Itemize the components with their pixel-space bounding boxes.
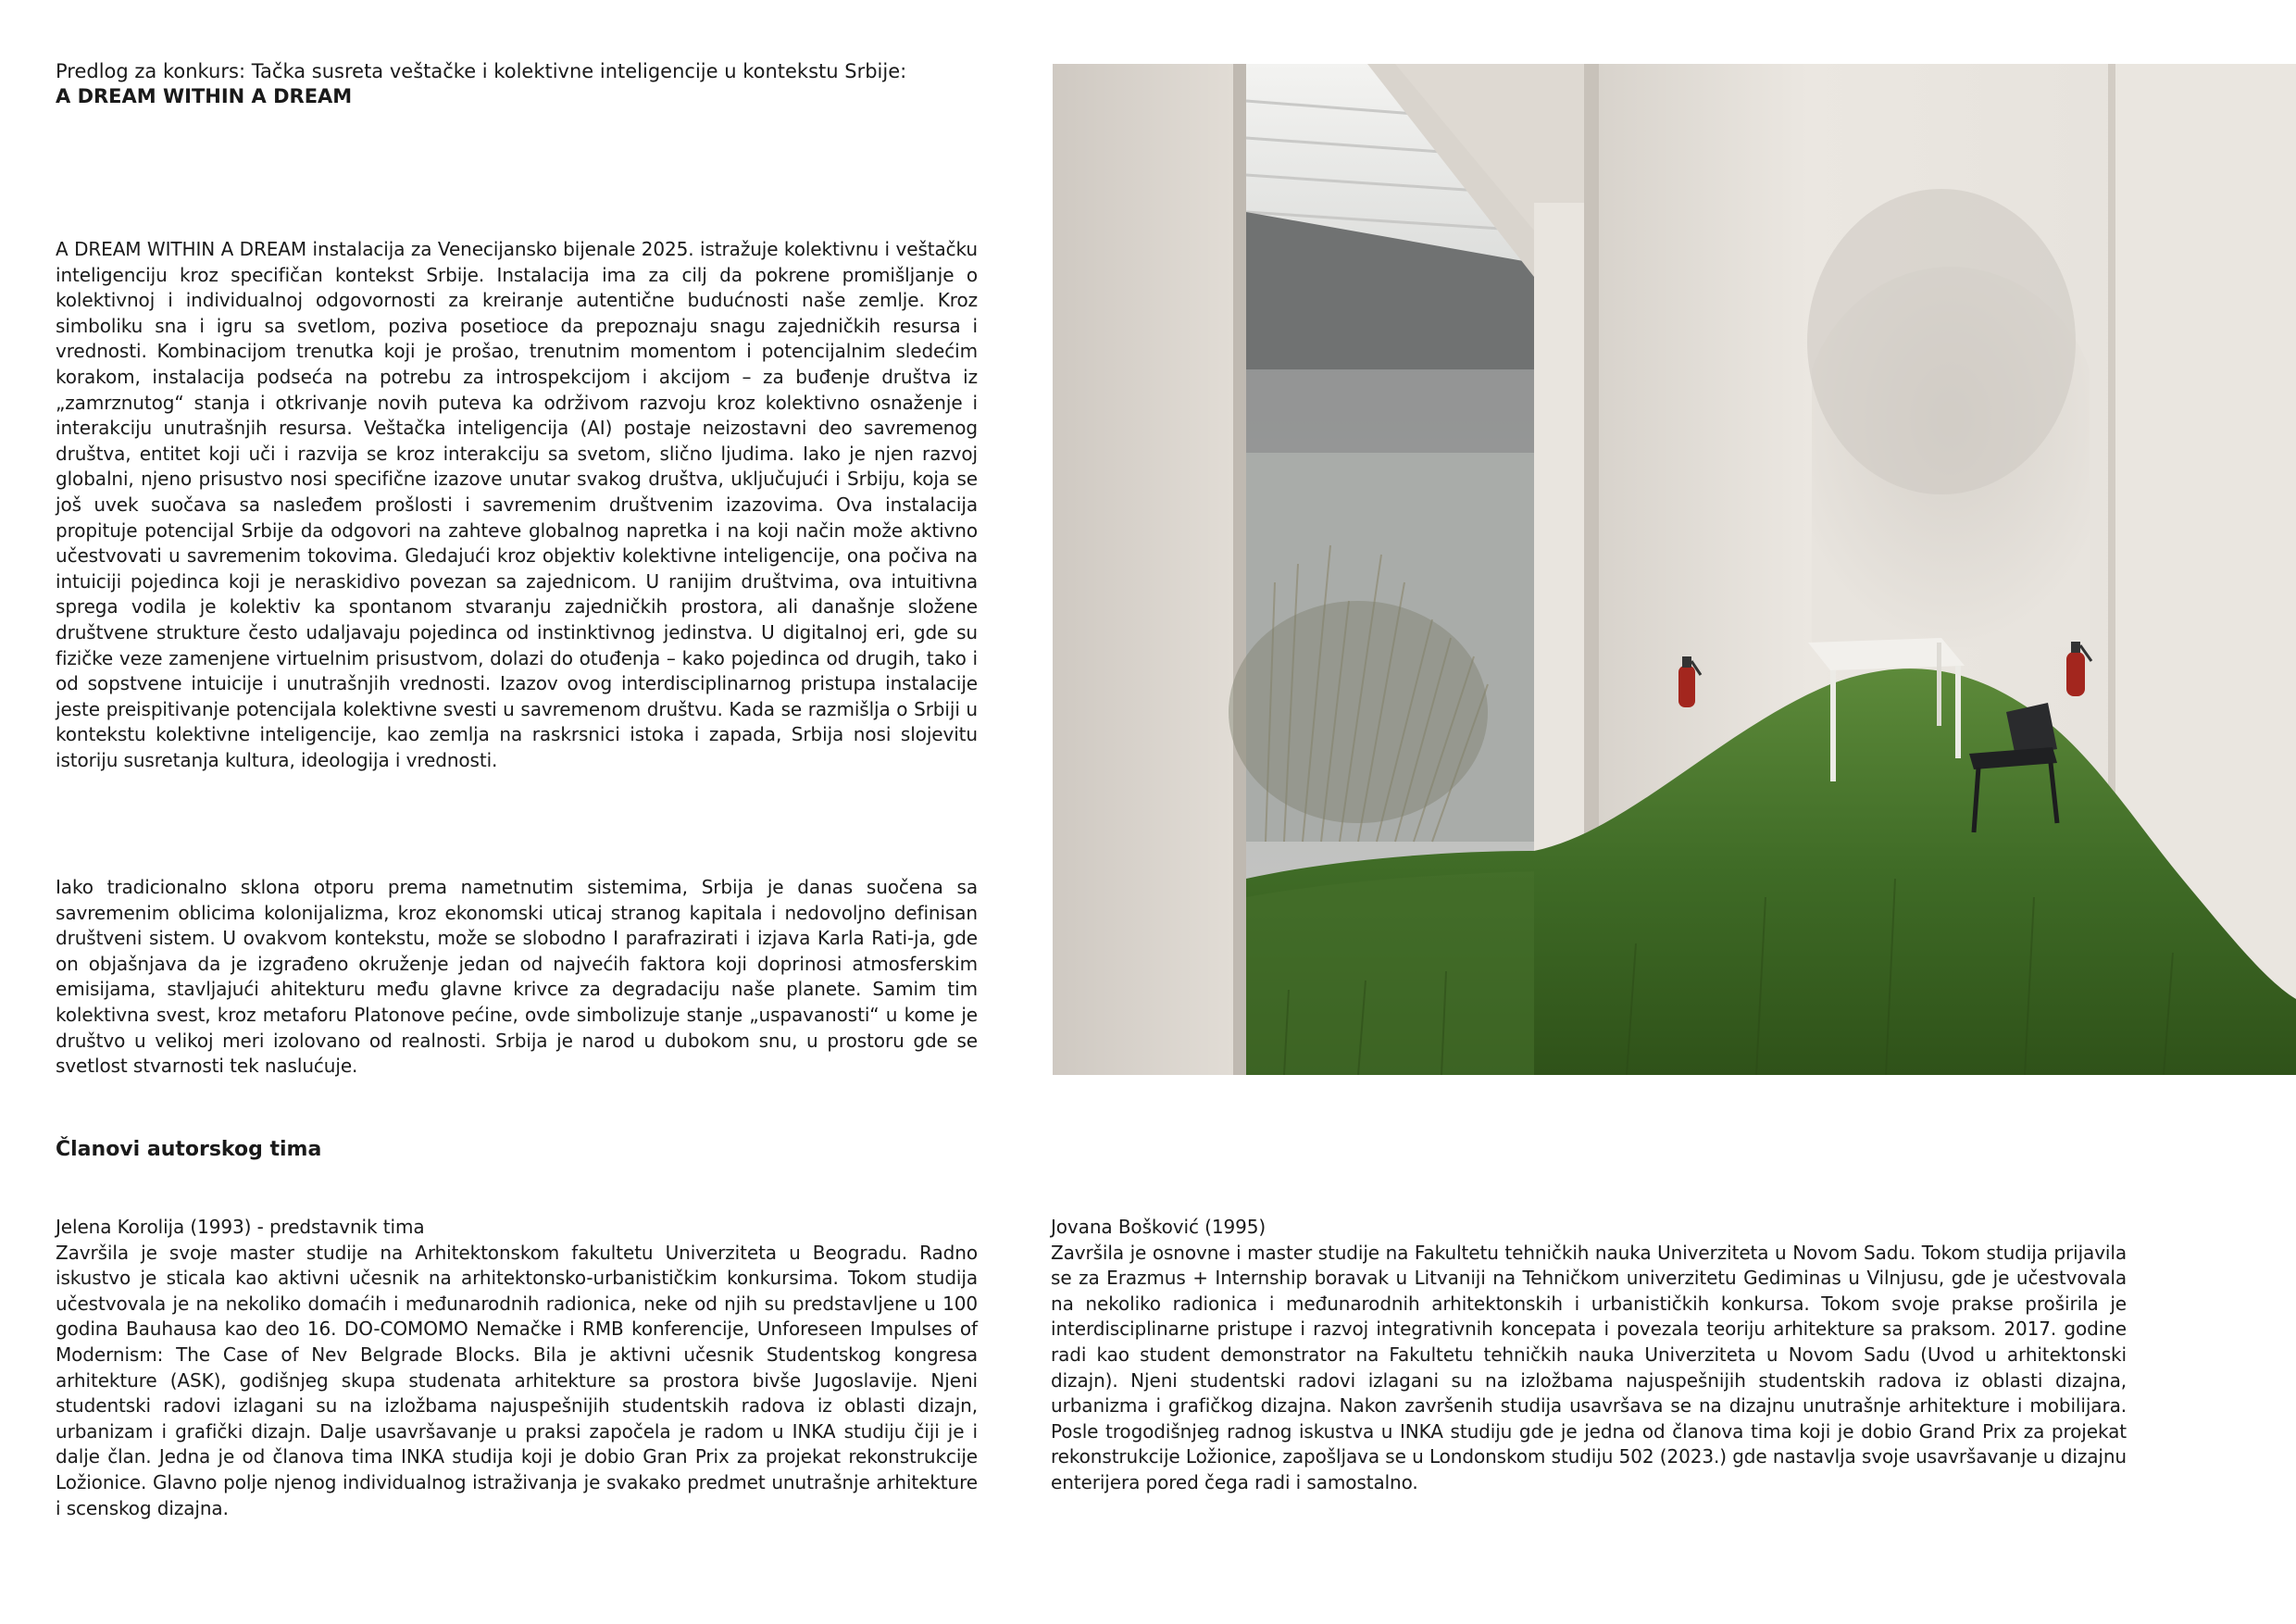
proposal-title: A DREAM WITHIN A DREAM: [56, 85, 353, 107]
installation-render-svg: [1053, 64, 2296, 1075]
intro-lead: A DREAM WITHIN A DREAM: [56, 238, 307, 260]
installation-render: [1053, 64, 2296, 1075]
team-member: [56, 1215, 978, 1521]
team-member: [1051, 1215, 2127, 1496]
member-name: Jovana Bošković (1995): [1051, 1216, 1267, 1238]
intro-paragraph-2: Iako tradicionalno sklona otporu prema nametnutim sistemima, Srbija je danas suočena sa savremenim oblicima kolonijalizma, kroz ekonomski uticaj stranog kapitala i nedovoljno definisan društveni sistem. U ovakvom kontekstu, može se slobodno I parafrazirati i izjava Karla Rati-ja, gde on objašnjava da je izgrađeno okruženje jedan od najvećih faktora koji doprinosi atmosferskim emisijama, stavljajući ahitekturu među glavne krivce za degradaciju naše planete. Samim tim kolektivna svest, kroz metaforu Platonove pećine, ovde simbolizuje stanje „uspavanosti“ u kome je društvo u velikoj meri izolovano od realnosti. Srbija je narod u dubokom snu, u prostoru gde se svetlost stvarnosti tek naslućuje.: [56, 876, 978, 1078]
intro-paragraph-1-text: instalacija za Venecijansko bijenale 2025. istražuje kolektivnu i veštačku inteligenciju kroz specifičan kontekst Srbije. Instalacija ima za cilj da pokrene promišljanje o kolektivnoj i individualnoj odgovornosti za kreiranje autentične budućnosti naše zemlje. Kroz simboliku sna i igru sa svetlom, poziva posetioce da prepoznaju snagu zajedničkih resursa i vrednosti. Kombinacijom trenutka koji je prošao, trenutnim momentom i potencijalnim sledećim korakom, instalacija podseća na potrebu za introspekcijom i akcijom – za buđenje društva iz „zamrznutog“ stanja i otkrivanje novih puteva ka održivom razvoju kroz kolektivno osnaženje i interakciju unutrašnjih resursa. Veštačka inteligencija (AI) postaje neizostavni deo savremenog društva, entitet koji uči i razvija se kroz interakciju sa svetom, slično ljudima. Iako je njen razvoj globalni, njeno prisustvo nosi specifične izazove unutar svakog društva, uključujući i Srbiju, koja se još uvek suočava sa nasleđem prošlosti i savremenim društvenim izazovima. Ova instalacija propituje potencijal Srbije da odgovori na zahteve globalnog napretka i na koji način može aktivno učestvovati u savremenim tokovima. Gledajući kroz objektiv kolektivne inteligencije, ona počiva na intuiciji pojedinca koji je neraskidivo povezan sa zajednicom. U ranijim društvima, ova intuitivna sprega vodila je kolektiv ka spontanom stvaranju zajedničkih prostora, ali današnje složene društvene strukture često udaljavaju pojedinca od instinktivnog jedinstva. U digitalnoj eri, gde su fizičke veze zamenjene virtuelnim prisustvom, dolazi do otuđenja – kako pojedinca od drugih, tako i od sopstvene intuicije i unutrašnjih vrednosti. Izazov ovog interdisciplinarnog pristupa instalacije jeste preispitivanje potencijala kolektivne svesti u savremenom društvu. Kada se razmišlja o Srbiji u kontekstu kolektivne inteligencije, kao zemlja na raskrsnici istoka i zapada, Srbija nosi slojevitu istoriju susretanja kultura, ideologija i vrednosti.: [56, 238, 979, 771]
proposal-subtitle: Predlog za konkurs: Tačka susreta veštačke i kolektivne inteligencije u kontekstu Srbije:: [56, 60, 907, 82]
team-heading: Članovi autorskog tima: [56, 1138, 322, 1161]
member-bio: Završila je svoje master studije na Arhitektonskom fakultetu Univerziteta u Beogradu. Radno iskustvo je sticala kao aktivni učesnik na arhitektonsko-urbanističkim konkursima. Tokom studija učestvovala je na nekoliko domaćih i međunarodnih radionica, neke od njih su predstavljene u 100 godina Bauhausa kao deo 16. DO-COMOMO Nemačke i RMB konferencije, Unforeseen Impulses of Modernism: The Case of Nev Belgrade Blocks. Bila je aktivni učesnik Studentskog kongresa arhitekture (ASK), godišnjeg skupa studenata arhitekture sa prostora bivše Jugoslavije. Njeni studentski radovi izlagani su na izložbama najuspešnijih studentskih radova iz oblasti dizajn, urbanizam i grafički dizajn. Dalje usavršavanje u praksi započela je radom u INKA studiju čiji je i dalje član. Jedna je od članova tima INKA studija koji je dobio Gran Prix za projekat rekonstrukcije Ložionice. Glavno polje njenog individualnog istraživanja je svakako predmet unutrašnje arhitekture i scenskog dizajna.: [56, 1241, 978, 1519]
intro-paragraph-1: [56, 237, 978, 773]
member-bio: Završila je osnovne i master studije na Fakultetu tehničkih nauka Univerziteta u Novom Sadu. Tokom studija prijavila se za Erazmus + Internship boravak u Litvaniji na Tehničkom univerzitetu Gediminas u Vilnjusu, gde je učestvovala na nekoliko radionica i međunarodnih arhitektonskih i urbanističkih konkursa. Tokom svoje prakse proširila je interdisciplinarne pristupe i razvoj integrativnih koncepata i povezala teoriju arhitekture sa praksom. 2017. godine radi kao student demonstrator na Fakultetu tehničkih nauka Univerziteta u Novom Sadu (Uvod u arhitektonski dizajn). Njeni studentski radovi izlagani su na izložbama najuspešnijih studentskih radova iz oblasti dizajna, urbanizma i grafičkog dizajna. Nakon završenih studija usavršava se na dizajnu unutrašnje arhitekture i mobilijara. Posle trogodišnjeg radnog iskustva u INKA studiju gde je jedna od članova tima koji je dobio Grand Prix za projekat rekonstrukcije Ložionice, zapošljava se u Londonskom studiju 502 (2023.) gde nastavlja svoje usavršavanje u dizajnu enterijera pored čega radi i samostalno.: [1051, 1241, 2127, 1493]
left-pillar: [1053, 64, 1242, 1075]
member-name: Jelena Korolija (1993) - predstavnik tima: [56, 1216, 425, 1238]
